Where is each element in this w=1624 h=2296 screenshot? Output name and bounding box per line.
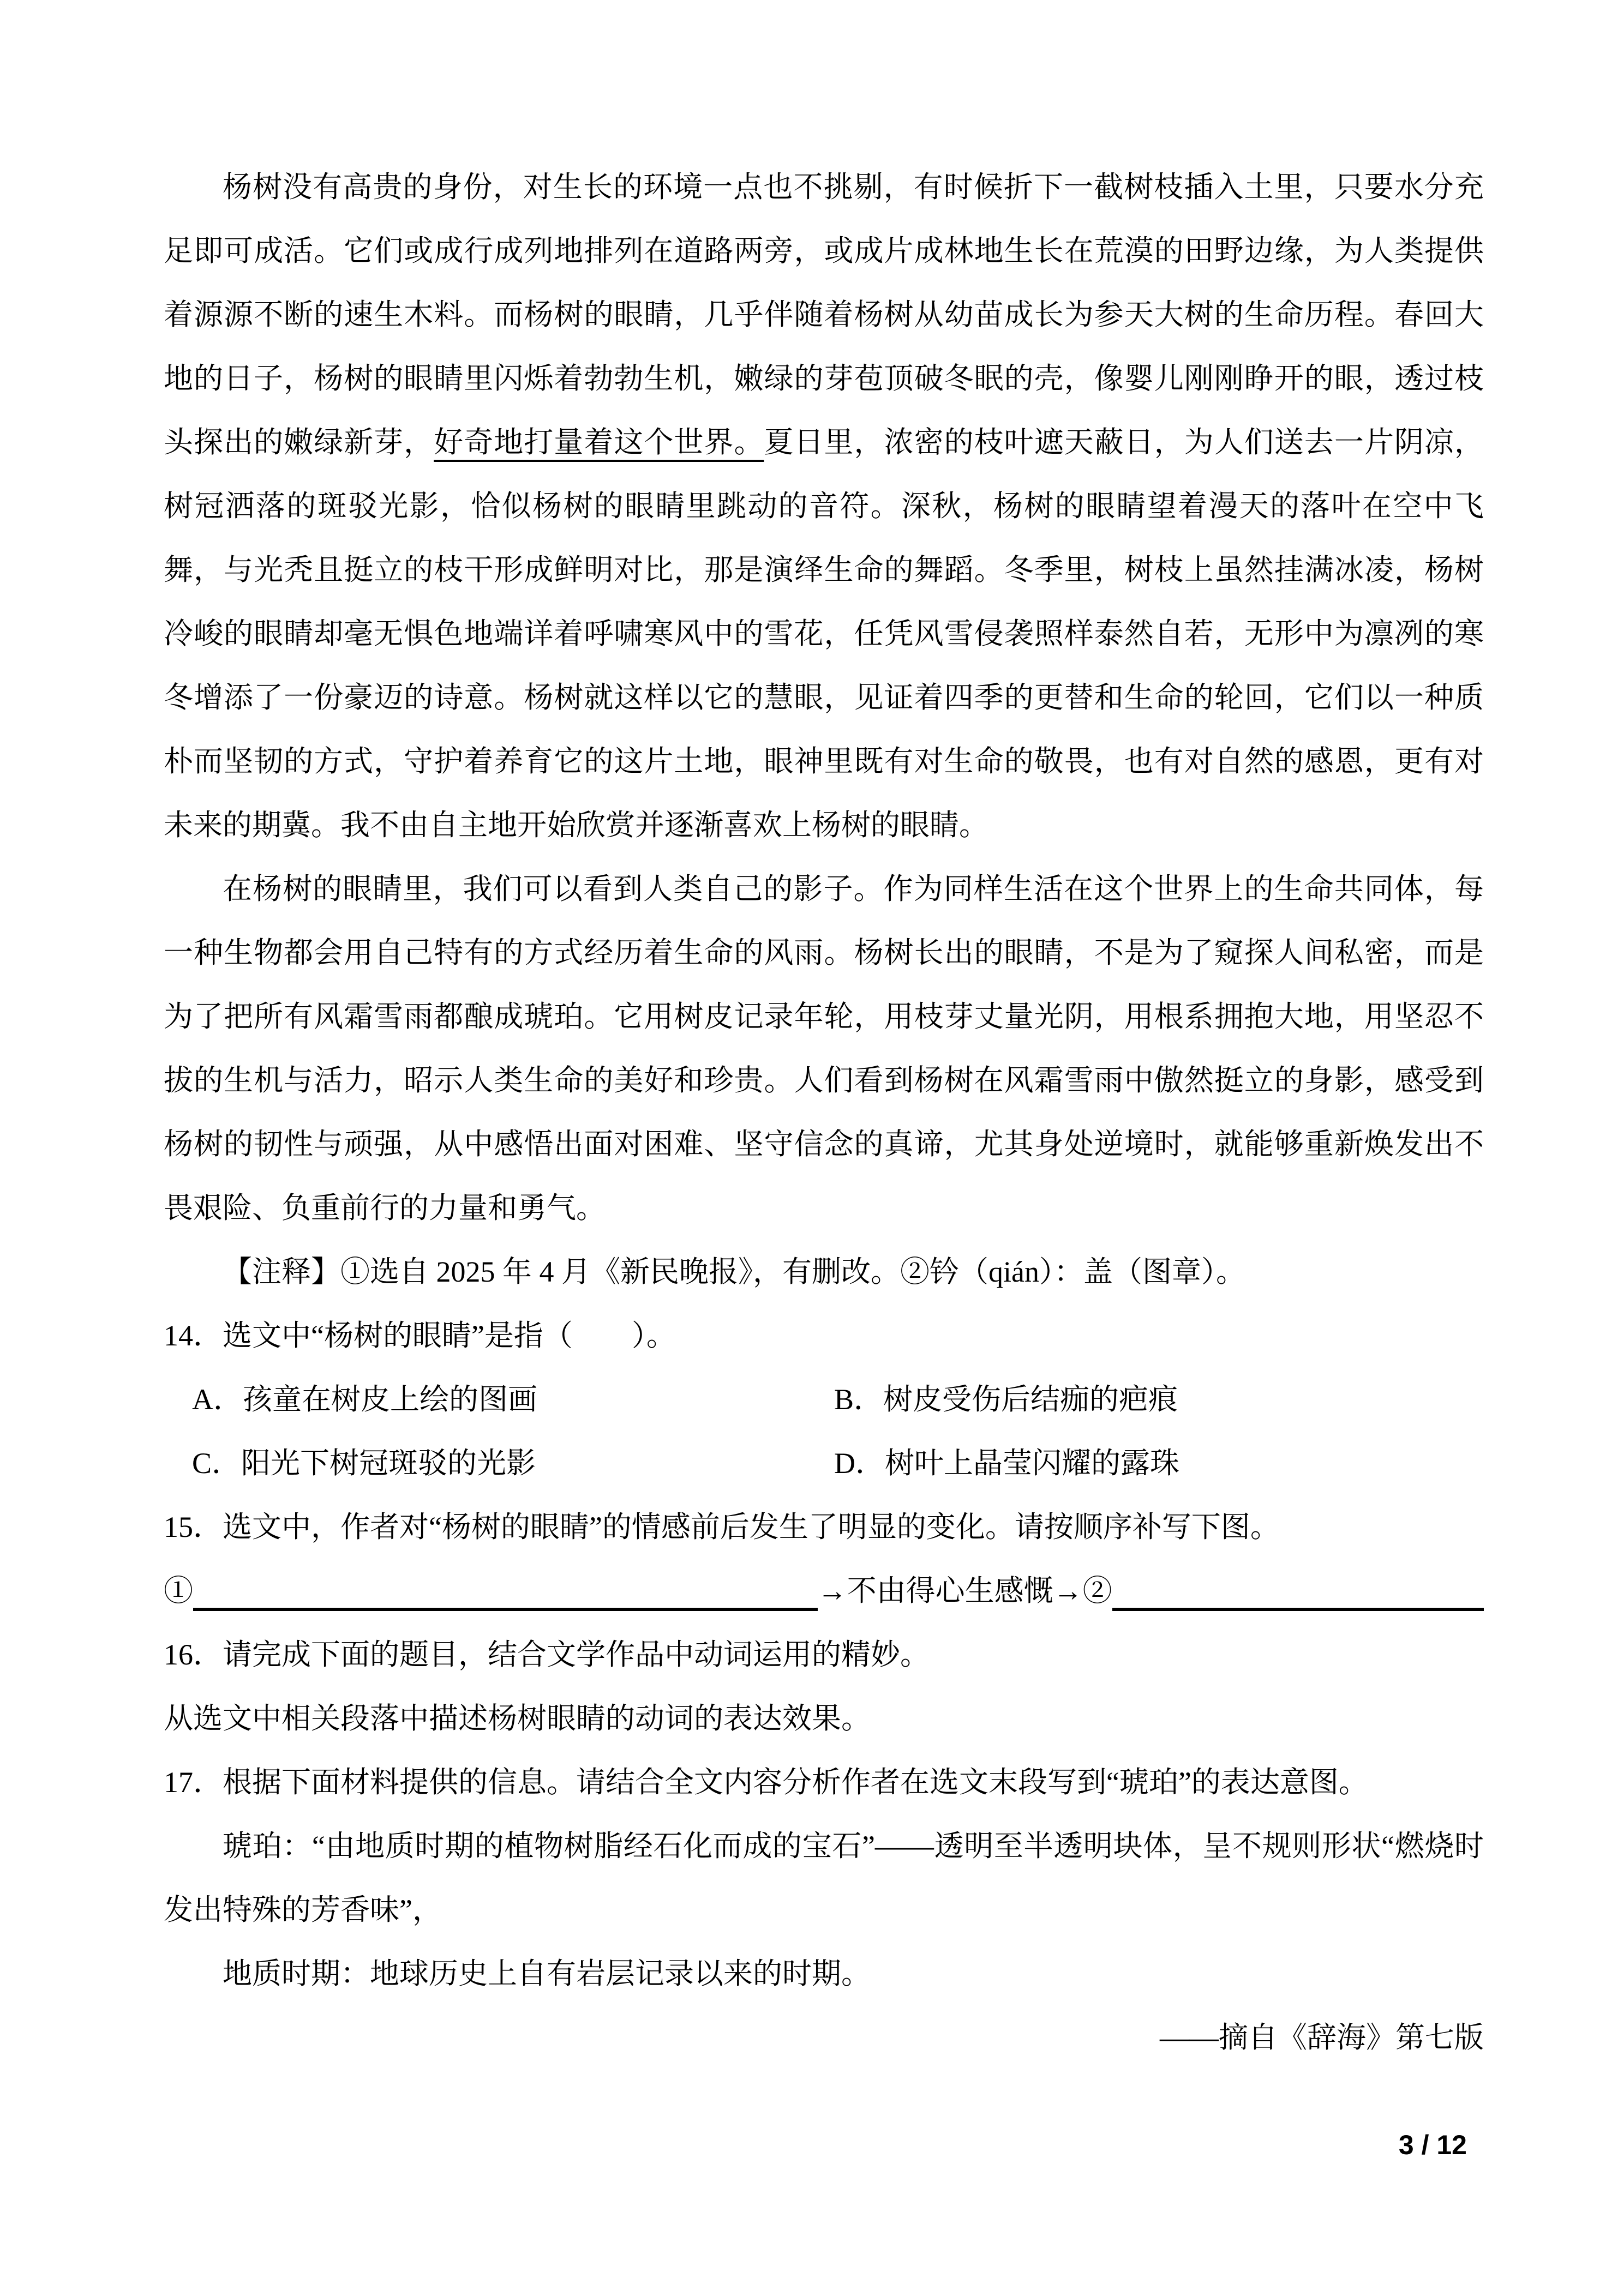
answer-blank-2 [1112, 1608, 1484, 1611]
circled-2-label: ② [1082, 1574, 1112, 1607]
page-number: 3 / 12 [1398, 2130, 1467, 2160]
page-content [164, 155, 1484, 2070]
question-14-options [164, 1368, 1484, 1495]
circled-1-label: ① [164, 1574, 193, 1607]
question-17-material-geologic-time: 地质时期：地球历史上自有岩层记录以来的时期。 [223, 1957, 871, 1990]
question-16-subtask: 从选文中相关段落中描述杨树眼睛的动词的表达效果。 [164, 1702, 871, 1735]
question-14-stem: 14．选文中“杨树的眼睛”是指（ ）。 [164, 1319, 676, 1352]
answer-blank-1 [193, 1608, 818, 1611]
para1-text-before-underline: 杨树没有高贵的身份，对生长的环境一点也不挑剔，有时候折下一截树枝插入土里，只要水分充足即可成活。它们或成行成列地排列在道路两旁，或成片成林地生长在荒漠的田野边缘，为人类提供着源源不断的速生木料。而杨树的眼睛，几乎伴随着杨树从幼苗成长为参天大树的生命历程。春回大地的日子，杨树的眼睛里闪烁着勃勃生机，嫩绿的芽苞顶破冬眠的壳，像婴儿刚刚睁开的眼，透过枝头探出的嫩绿新芽， [164, 171, 1484, 459]
question-17-material-source: ——摘自《辞海》第七版 [1160, 2021, 1484, 2054]
passage-paragraph-1 [164, 155, 1484, 857]
question-14-option-a: A．孩童在树皮上绘的图画 [192, 1383, 537, 1416]
para1-underlined-phrase: 好奇地打量着这个世界。 [434, 426, 764, 459]
fill-arrow-middle-text: →不由得心生感慨→ [817, 1574, 1083, 1607]
question-14-option-d: D．树叶上晶莹闪耀的露珠 [834, 1447, 1179, 1480]
question-15-stem: 15．选文中，作者对“杨树的眼睛”的情感前后发生了明显的变化。请按顺序补写下图。 [164, 1511, 1280, 1543]
passage-paragraph-2: 在杨树的眼睛里，我们可以看到人类自己的影子。作为同样生活在这个世界上的生命共同体，每一种生物都会用自己特有的方式经历着生命的风雨。杨树长出的眼睛，不是为了窥探人间私密，而是为了把所有风霜雪雨都酿成琥珀。它用树皮记录年轮，用枝芽丈量光阴，用根系拥抱大地，用坚忍不拔的生机与活力，昭示人类生命的美好和珍贵。人们看到杨树在风霜雪雨中傲然挺立的身影，感受到杨树的韧性与顽强，从中感悟出面对困难、坚守信念的真谛，尤其身处逆境时，就能够重新焕发出不畏艰险、负重前行的力量和勇气。 [164, 873, 1484, 1224]
question-14-option-b: B．树皮受伤后结痂的疤痕 [834, 1383, 1178, 1416]
question-17-material-amber: 琥珀：“由地质时期的植物树脂经石化而成的宝石”——透明至半透明块体，呈不规则形状“燃烧时发出特殊的芳香味”， [164, 1830, 1484, 1926]
para1-text-after-underline: 夏日里，浓密的枝叶遮天蔽日，为人们送去一片阴凉，树冠洒落的斑驳光影，恰似杨树的眼睛里跳动的音符。深秋，杨树的眼睛望着漫天的落叶在空中飞舞，与光秃且挺立的枝干形成鲜明对比，那是演绎生命的舞蹈。冬季里，树枝上虽然挂满冰凌，杨树冷峻的眼睛却毫无惧色地端详着呼啸寒风中的雪花，任凭风雪侵袭照样泰然自若，无形中为凛冽的寒冬增添了一份豪迈的诗意。杨树就这样以它的慧眼，见证着四季的更替和生命的轮回，它们以一种质朴而坚韧的方式，守护着养育它的这片土地，眼神里既有对生命的敬畏，也有对自然的感恩，更有对未来的期冀。我不由自主地开始欣赏并逐渐喜欢上杨树的眼睛。 [164, 426, 1484, 842]
question-15-fill-diagram [164, 1559, 1484, 1623]
question-14-option-c: C．阳光下树冠斑驳的光影 [192, 1447, 536, 1480]
question-16-stem: 16．请完成下面的题目，结合文学作品中动词运用的精妙。 [164, 1638, 930, 1671]
question-17-stem: 17．根据下面材料提供的信息。请结合全文内容分析作者在选文末段写到“琥珀”的表达意图。 [164, 1766, 1368, 1799]
passage-footnote: 【注释】①选自 2025 年 4 月《新民晚报》，有删改。②钤（qián）：盖（图章）。 [223, 1255, 1245, 1288]
